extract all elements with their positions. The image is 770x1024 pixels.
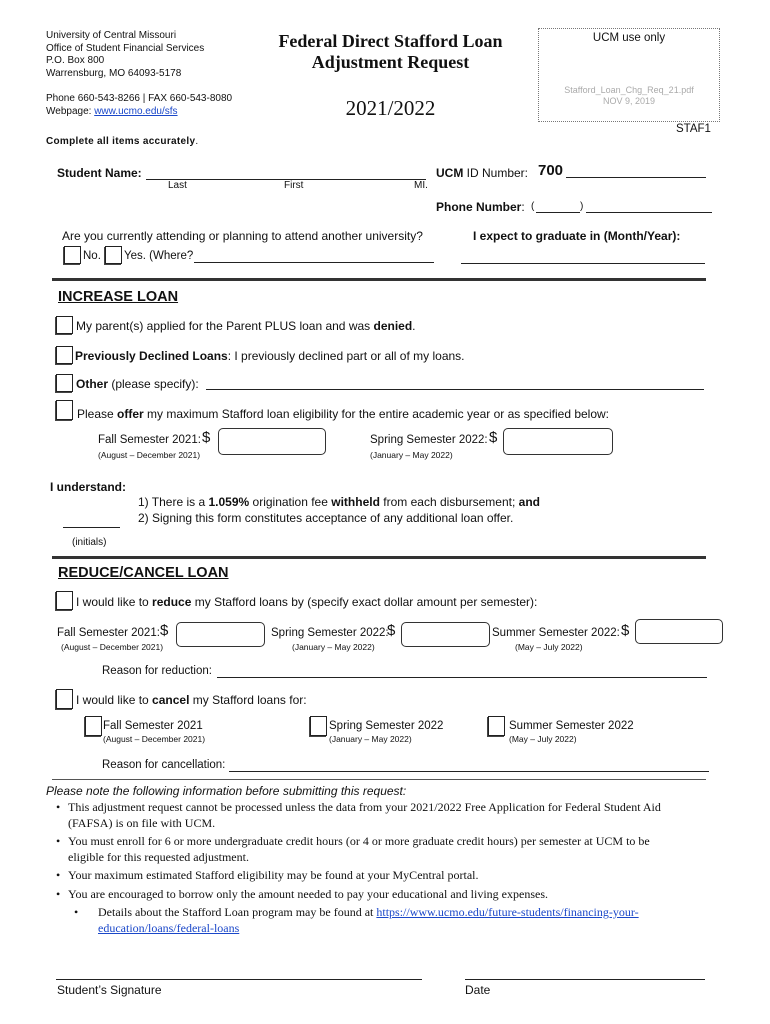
increase-fall-dates: (August – December 2021) xyxy=(98,450,201,460)
cancel-pre: I would like to xyxy=(76,693,153,707)
office-address xyxy=(46,30,204,80)
bullet-icon: • xyxy=(56,834,61,848)
reduce-summer-label: Summer Semester 2022: xyxy=(492,627,620,639)
ucm-use-only-box xyxy=(538,28,720,122)
federal-loans-link-part-2[interactable]: education/loans/federal-loans xyxy=(98,920,240,935)
increase-loan-heading: INCREASE LOAN xyxy=(58,289,179,305)
ucm-id-prefix: 700 xyxy=(538,162,564,179)
reduce-fall-dollar: $ xyxy=(160,622,169,639)
bullet-icon: • xyxy=(56,886,61,901)
org-name: University of Central Missouri xyxy=(46,30,177,41)
ucm-id-label xyxy=(436,166,528,180)
other-text: (please specify): xyxy=(108,377,199,391)
offer-maximum-label xyxy=(77,407,609,421)
student-name-field[interactable] xyxy=(146,166,426,180)
previously-declined-text: : I previously declined part or all of my loans. xyxy=(227,349,465,363)
reduce-spring-dollar: $ xyxy=(387,622,396,639)
phone-close-paren: ) xyxy=(580,201,584,212)
note-fafsa-line-1: This adjustment request cannot be processed unless the data from your 2021/2022 Free Application for Federal Student Aid xyxy=(68,800,661,814)
reason-cancellation-field[interactable] xyxy=(229,758,709,772)
phone-fax: Phone 660-543-8266 | FAX 660-543-8080 xyxy=(46,93,233,104)
office-contact xyxy=(46,93,232,118)
note-eligibility xyxy=(56,868,661,884)
phone-colon: : xyxy=(521,200,525,214)
last-name-caption: Last xyxy=(168,180,187,191)
cancel-spring-checkbox[interactable] xyxy=(310,716,327,736)
other-increase-checkbox[interactable] xyxy=(56,374,73,392)
increase-spring-dates: (January – May 2022) xyxy=(370,450,453,460)
bullet-icon: • xyxy=(56,800,61,814)
phone-number-field[interactable] xyxy=(586,199,712,213)
previously-declined-bold: Previously Declined Loans xyxy=(75,349,228,363)
reduce-text: my Stafford loans by (specify exact dollar amount per semester): xyxy=(191,595,538,609)
i-understand-label: I understand: xyxy=(50,480,127,494)
attending-no-checkbox[interactable] xyxy=(64,246,81,264)
attending-yes-checkbox[interactable] xyxy=(105,246,122,264)
cancel-spring-label: Spring Semester 2022 xyxy=(329,720,444,732)
increase-spring-amount-input[interactable] xyxy=(503,428,613,455)
cancel-spring-dates: (January – May 2022) xyxy=(329,734,412,744)
fee-and: and xyxy=(518,495,540,509)
date-field[interactable] xyxy=(465,966,705,980)
previously-declined-label xyxy=(75,349,465,363)
cancel-loan-label xyxy=(76,693,307,707)
ucm-use-only-title: UCM use only xyxy=(592,32,666,44)
initials-caption: (initials) xyxy=(72,537,107,548)
offer-maximum-checkbox[interactable] xyxy=(56,400,73,420)
reduce-fall-dates: (August – December 2021) xyxy=(61,642,164,652)
note-fafsa-line-2: (FAFSA) is on file with UCM. xyxy=(68,815,216,830)
reduce-loan-checkbox[interactable] xyxy=(56,591,73,610)
graduation-label: I expect to graduate in (Month/Year): xyxy=(473,229,681,243)
student-signature-label: Student’s Signature xyxy=(57,983,162,997)
offer-bold: offer xyxy=(117,407,144,421)
student-signature-field[interactable] xyxy=(56,966,422,980)
cancel-summer-checkbox[interactable] xyxy=(488,716,505,736)
cancel-fall-dates: (August – December 2021) xyxy=(103,734,206,744)
middle-initial-caption: MI. xyxy=(414,180,428,191)
form-title xyxy=(248,31,533,73)
reason-reduction-field[interactable] xyxy=(217,664,707,678)
instructions xyxy=(46,136,198,147)
note-enrollment-line-2: eligible for this requested adjustment. xyxy=(68,849,249,864)
parent-plus-text: My parent(s) applied for the Parent PLUS loan and was xyxy=(76,319,374,333)
first-name-caption: First xyxy=(284,180,304,191)
parent-plus-denied-checkbox[interactable] xyxy=(56,316,73,334)
note-borrow xyxy=(56,887,661,903)
webpage-link[interactable]: www.ucmo.edu/sfs xyxy=(94,105,178,117)
reduce-spring-amount-input[interactable] xyxy=(401,622,490,647)
award-year: 2021/2022 xyxy=(345,96,436,120)
parent-plus-period: . xyxy=(412,319,416,333)
note-borrow-text: You are encouraged to borrow only the amount needed to pay your educational and living expenses. xyxy=(68,886,548,901)
other-bold: Other xyxy=(76,377,109,391)
understand-item-2: 2) Signing this form constitutes acceptance of any additional loan offer. xyxy=(138,511,514,525)
ucm-file-name: Stafford_Loan_Chg_Req_21.pdf xyxy=(564,85,694,95)
federal-loans-link-part-1[interactable]: https://www.ucmo.edu/future-students/financing-your- xyxy=(376,905,639,919)
instructions-period: . xyxy=(195,136,199,147)
reduce-summer-dates: (May – July 2022) xyxy=(515,642,583,652)
note-eligibility-text: Your maximum estimated Stafford eligibility may be found at your MyCentral portal. xyxy=(68,868,479,882)
reason-cancellation-label: Reason for cancellation: xyxy=(102,759,226,771)
office-name: Office of Student Financial Services xyxy=(46,42,205,54)
city-state-zip: Warrensburg, MO 64093-5178 xyxy=(46,67,182,79)
fee-mid: origination fee xyxy=(249,495,332,509)
parent-plus-denied-bold: denied xyxy=(373,319,413,333)
attending-yes-label: Yes. (Where? xyxy=(124,250,194,262)
section-divider-notes xyxy=(52,779,706,780)
form-code: STAF1 xyxy=(676,123,711,135)
bullet-icon: • xyxy=(56,868,61,882)
attending-question: Are you currently attending or planning to attend another university? xyxy=(62,229,423,243)
notes-heading: Please note the following information before submitting this request: xyxy=(46,784,407,798)
title-line-1: Federal Direct Stafford Loan xyxy=(278,31,503,51)
cancel-text: my Stafford loans for: xyxy=(189,693,307,707)
other-specify-field[interactable] xyxy=(206,376,704,390)
bullet-icon: • xyxy=(74,905,79,919)
note-fafsa xyxy=(56,800,661,831)
ucm-file-date: NOV 9, 2019 xyxy=(602,96,656,106)
note-enrollment-line-1: You must enroll for 6 or more undergraduate credit hours (or 4 or more graduate credit hours) per semester at UCM to be xyxy=(68,834,650,848)
phone-open-paren: ( xyxy=(531,201,535,212)
attending-no-label: No. xyxy=(83,250,101,262)
offer-text: my maximum Stafford loan eligibility for the entire academic year or as specified below: xyxy=(143,407,610,421)
increase-fall-amount-input[interactable] xyxy=(218,428,326,455)
reduce-fall-amount-input[interactable] xyxy=(176,622,265,647)
phone-area-code-field[interactable] xyxy=(536,199,580,213)
reduce-loan-label xyxy=(76,595,537,609)
po-box: P.O. Box 800 xyxy=(46,55,105,67)
cancel-fall-label: Fall Semester 2021 xyxy=(103,720,203,732)
initials-field[interactable] xyxy=(63,514,120,528)
fee-withheld: withheld xyxy=(331,495,380,509)
ucm-id-label-bold: UCM xyxy=(436,166,464,180)
instructions-text: Complete all items accurately xyxy=(46,136,196,147)
phone-number-label xyxy=(436,200,525,214)
reduce-summer-amount-input[interactable] xyxy=(635,619,723,644)
increase-spring-dollar: $ xyxy=(489,429,498,446)
parent-plus-denied-label xyxy=(76,319,416,333)
reduce-bold: reduce xyxy=(152,595,192,609)
reduce-pre: I would like to xyxy=(76,595,153,609)
student-name-label: Student Name: xyxy=(57,166,142,180)
note-enrollment xyxy=(56,834,661,865)
reduce-summer-dollar: $ xyxy=(621,622,630,639)
ucm-id-field[interactable] xyxy=(566,163,706,178)
fee-pre: 1) There is a xyxy=(138,495,209,509)
cancel-bold: cancel xyxy=(152,693,190,707)
phone-number-label-bold: Phone Number xyxy=(436,200,522,214)
graduation-date-field[interactable] xyxy=(461,250,705,264)
cancel-fall-checkbox[interactable] xyxy=(85,716,102,736)
fee-percent: 1.059% xyxy=(208,495,250,509)
cancel-summer-dates: (May – July 2022) xyxy=(509,734,577,744)
date-label: Date xyxy=(465,983,491,997)
reduce-fall-label: Fall Semester 2021: xyxy=(57,627,160,639)
notes-list xyxy=(56,800,661,936)
other-university-field[interactable] xyxy=(194,249,434,263)
reduce-spring-label: Spring Semester 2022: xyxy=(271,627,389,639)
fee-post: from each disbursement; xyxy=(379,495,519,509)
webpage-label: Webpage: xyxy=(46,105,95,117)
increase-fall-label: Fall Semester 2021: xyxy=(98,434,201,446)
increase-spring-label: Spring Semester 2022: xyxy=(370,434,488,446)
section-divider-reduce xyxy=(52,556,706,559)
reduce-spring-dates: (January – May 2022) xyxy=(292,642,375,652)
other-increase-label xyxy=(76,377,199,391)
note-details xyxy=(56,905,661,936)
reason-reduction-label: Reason for reduction: xyxy=(102,665,212,677)
note-details-text: Details about the Stafford Loan program may be found at xyxy=(98,905,377,919)
ucm-file-stamp xyxy=(539,85,719,107)
understand-item-1 xyxy=(138,495,540,509)
offer-pre: Please xyxy=(77,407,118,421)
cancel-loan-checkbox[interactable] xyxy=(56,689,73,709)
previously-declined-checkbox[interactable] xyxy=(56,346,73,364)
increase-fall-dollar: $ xyxy=(202,429,211,446)
reduce-cancel-heading: REDUCE/CANCEL LOAN xyxy=(58,565,229,581)
section-divider-increase xyxy=(52,278,706,281)
ucm-id-label-rest: ID Number: xyxy=(463,166,529,180)
cancel-summer-label: Summer Semester 2022 xyxy=(509,720,634,732)
title-line-2: Adjustment Request xyxy=(311,52,470,72)
